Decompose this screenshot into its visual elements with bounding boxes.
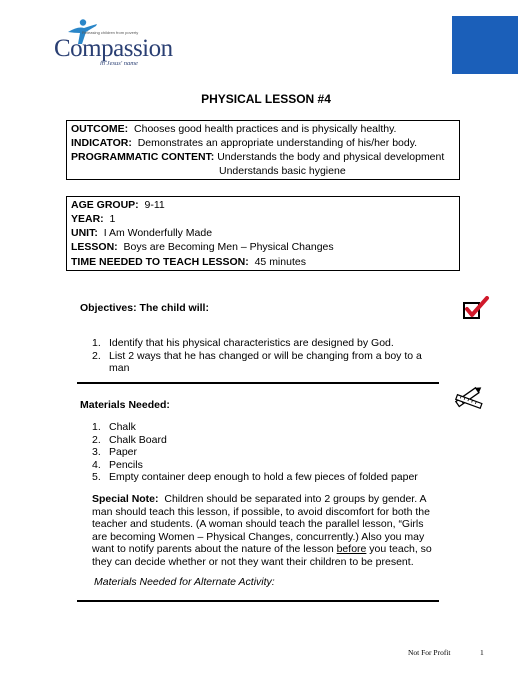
- unit-value: I Am Wonderfully Made: [103, 227, 213, 239]
- time-needed-value: 45 minutes: [254, 256, 306, 268]
- list-text: Paper: [109, 446, 138, 458]
- time-needed-line: [71, 255, 306, 270]
- indicator-value: Demonstrates an appropriate understanding of his/her body.: [137, 137, 418, 149]
- checkmark-box-icon: [462, 296, 490, 320]
- programmatic-content-value-2: Understands basic hygiene: [219, 165, 346, 177]
- logo-tagline: Releasing children from poverty: [82, 30, 139, 35]
- time-needed-label: TIME NEEDED TO TEACH LESSON:: [71, 256, 249, 268]
- lesson-info-box: [66, 196, 460, 271]
- alternate-materials-heading: Materials Needed for Alternate Activity:: [94, 576, 275, 588]
- list-text: Identify that his physical characteristics are designed by God.: [109, 337, 394, 349]
- list-text: Chalk Board: [109, 433, 167, 446]
- list-number: 2.: [92, 349, 101, 362]
- programmatic-content-value-1: Understands the body and physical development: [217, 151, 445, 163]
- divider-line: [77, 600, 439, 602]
- unit-label: UNIT:: [71, 227, 98, 239]
- list-text: Pencils: [109, 458, 143, 471]
- list-number: 5.: [92, 471, 101, 483]
- special-note-underlined: before: [336, 543, 367, 556]
- special-note: [92, 493, 437, 569]
- list-number: 2.: [92, 433, 101, 446]
- year-label: YEAR:: [71, 213, 104, 225]
- special-note-text: Children should be separated into 2 groups by gender. A man should teach this lesson, if possible, to avoid discomfort for both the teacher and students. (A woman should teach the parallel lesson, “Girls are becoming Women – Physical Changes, concurrently.) Also you may want to notify parents about the nature of the lesson: [92, 493, 430, 556]
- list-item: [92, 459, 437, 472]
- materials-list: [92, 421, 437, 484]
- special-note-text-end: you teach, so they can decide whether or not they want their children to be present.: [92, 543, 432, 568]
- year-value: 1: [109, 213, 116, 225]
- outcome-label: OUTCOME:: [71, 123, 129, 135]
- unit-line: [71, 226, 212, 241]
- indicator-line: [71, 136, 417, 151]
- year-line: [71, 212, 115, 227]
- list-item: [92, 446, 437, 459]
- page-title: PHYSICAL LESSON #4: [201, 92, 331, 106]
- divider-line: [77, 382, 439, 384]
- list-text: List 2 ways that he has changed or will be changing from a boy to a man: [109, 349, 422, 374]
- logo-subtitle: in Jesus' name: [100, 60, 138, 67]
- blue-corner-block: [452, 16, 518, 74]
- list-number: 4.: [92, 458, 101, 471]
- list-item: [92, 471, 437, 484]
- lesson-value: Boys are Becoming Men – Physical Changes: [123, 241, 334, 253]
- list-number: 1.: [92, 421, 101, 433]
- outcome-value: Chooses good health practices and is physically healthy.: [134, 123, 397, 135]
- special-note-label: Special Note:: [92, 493, 159, 505]
- list-number: 1.: [92, 337, 101, 349]
- age-group-value: 9-11: [144, 199, 165, 211]
- outcome-box: [66, 120, 460, 180]
- logo-wordmark: Compassion: [54, 35, 173, 62]
- list-item: [92, 421, 437, 434]
- list-text: Chalk: [109, 421, 136, 433]
- list-number: 3.: [92, 446, 101, 458]
- materials-heading: Materials Needed:: [80, 399, 170, 411]
- age-group-line: [71, 198, 165, 213]
- list-item: [92, 350, 437, 375]
- objectives-list: [92, 337, 437, 375]
- compassion-logo: [52, 18, 173, 68]
- programmatic-content-label: PROGRAMMATIC CONTENT:: [71, 151, 215, 163]
- list-item: [92, 434, 437, 447]
- list-item: [92, 337, 437, 350]
- age-group-label: AGE GROUP:: [71, 199, 139, 211]
- objectives-heading: Objectives: The child will:: [80, 302, 209, 314]
- outcome-line: [71, 122, 396, 137]
- page-number: 1: [480, 648, 484, 657]
- programmatic-content-line: [71, 150, 444, 165]
- indicator-label: INDICATOR:: [71, 137, 132, 149]
- lesson-label: LESSON:: [71, 241, 118, 253]
- footer-text: Not For Profit: [408, 648, 451, 657]
- list-text: Empty container deep enough to hold a few pieces of folded paper: [109, 471, 418, 483]
- lesson-line: [71, 240, 334, 255]
- pencil-and-ruler-icon: [452, 383, 486, 409]
